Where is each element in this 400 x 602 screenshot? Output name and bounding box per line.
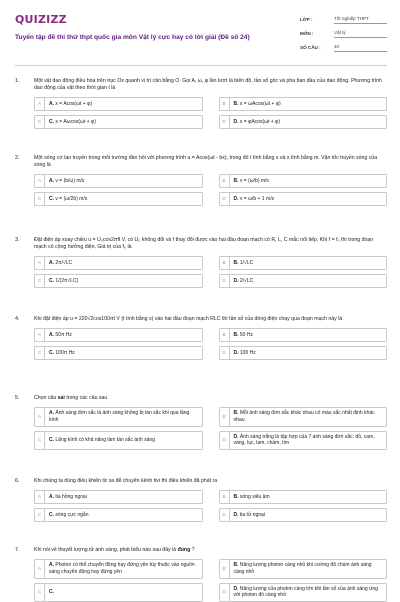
option-key: C. — [49, 195, 54, 202]
meta-panel — [300, 13, 387, 55]
option-letter: D — [220, 116, 230, 128]
question — [15, 155, 387, 206]
option-c[interactable] — [34, 508, 203, 522]
meta-label: LỚP : — [300, 16, 313, 22]
question-number: 6. — [15, 478, 20, 484]
options-grid — [34, 174, 387, 206]
option-d[interactable] — [219, 508, 388, 522]
question — [15, 78, 387, 129]
question-number: 1. — [15, 78, 20, 84]
option-letter: D — [220, 193, 230, 205]
option-b[interactable] — [219, 174, 388, 188]
option-key: C. — [49, 118, 54, 125]
option-a[interactable] — [34, 490, 203, 504]
option-text: Năng lượng của photon càng lớn khi tần số của ánh sáng ứng với photon đó càng nhỏ — [233, 585, 378, 599]
option-c[interactable] — [34, 346, 203, 360]
option-letter: A — [35, 491, 45, 503]
option-key: A. — [49, 177, 54, 184]
question-text: Khi chúng ta dùng điều khiển từ xa để chuyển kênh tivi thì điều khiển đã phát ra — [34, 478, 218, 484]
meta-label: MÔN : — [300, 30, 314, 36]
option-letter: B — [220, 175, 230, 187]
options-grid — [34, 407, 387, 450]
option-text: x = φAcos(ωt + φ) — [239, 118, 281, 125]
option-letter: C — [35, 116, 45, 128]
question-text: Khi nói về thuyết lượng tử ánh sáng, phát biểu nào sau đây là đúng ? — [34, 547, 195, 553]
option-text: Photon có thể chuyển động hay đứng yên tùy thuộc vào nguồn sáng chuyển động hay đứng yên — [49, 562, 195, 575]
option-letter: C — [35, 275, 45, 287]
option-text: sóng siêu âm — [239, 493, 270, 500]
option-d[interactable] — [219, 274, 388, 288]
option-text: v = (ω/2b) m/s — [55, 195, 88, 202]
options-grid — [34, 490, 387, 522]
option-key: A. — [49, 410, 54, 417]
option-key: D. — [233, 511, 239, 518]
emphasis: đúng — [177, 547, 191, 553]
option-letter: A — [35, 408, 45, 426]
option-text: 100π Hz — [55, 349, 75, 356]
question-text: Một vật dao động điều hòa trên trục Ox quanh vị trí cân bằng O. Gọi A, ω, φ lần lượt là biên độ, tần số góc và pha ban đầu của dao động. Phương trình dao động của vật theo thời gian t là — [34, 78, 382, 92]
option-text: 50 Hz — [239, 331, 253, 338]
options-grid — [34, 256, 387, 288]
header-divider — [15, 65, 387, 66]
option-letter: D — [220, 509, 230, 521]
option-d[interactable] — [219, 346, 388, 360]
option-b[interactable] — [219, 256, 388, 270]
meta-value: Vật lý — [334, 30, 387, 38]
option-text: 50π Hz — [55, 331, 72, 338]
question — [15, 316, 387, 360]
question — [15, 395, 387, 450]
option-key: C. — [49, 277, 54, 284]
option-letter: D — [220, 347, 230, 359]
option-key: A. — [49, 100, 54, 107]
option-text: 1/√LC — [239, 259, 254, 266]
quizizz-logo: QUIZIZZ — [15, 13, 67, 26]
question-number: 2. — [15, 155, 20, 161]
meta-value: Tốt nghiệp THPT — [334, 16, 387, 24]
question-number: 3. — [15, 237, 20, 243]
question-text: Khi đặt điện áp u = 220√2cos100πt V (t tính bằng s) vào hai đầu đoạn mạch RLC thì tần số của dòng điện chạy qua đoạn mạch này là — [34, 316, 343, 322]
option-b[interactable] — [219, 490, 388, 504]
meta-row-class — [300, 13, 387, 27]
option-key: D. — [233, 195, 239, 202]
question — [15, 237, 387, 288]
page-title: Tuyển tập đề thi thử thpt quốc gia môn Vật lý cực hay có lời giải (Đề số 24) — [15, 34, 250, 41]
option-text: 1/(2π√LC) — [55, 277, 79, 284]
option-a[interactable] — [34, 407, 203, 427]
option-letter: B — [220, 329, 230, 341]
option-key: D. — [233, 585, 239, 592]
option-letter: A — [35, 329, 45, 341]
question-text: Đặt điện áp xoay chiều u = U₀cos2πft V, có U₀ không đổi và f thay đổi được vào hai đầu đoạn mạch có R, L, C mắc nối tiếp. Khi f = f₀ thì trong đoạn mạch có cộng hưởng điện. Giá trị của f₀ là — [34, 237, 374, 251]
option-key: B. — [233, 100, 239, 107]
option-text: v = (b/ω) m/s — [55, 177, 85, 184]
option-a[interactable] — [34, 97, 203, 111]
option-key: D. — [233, 118, 239, 125]
option-key: B. — [233, 493, 239, 500]
question-text: Chọn câu sai trong các câu sau — [34, 395, 108, 401]
option-text: v = (ω/b) m/s — [239, 177, 269, 184]
option-a[interactable] — [34, 559, 203, 579]
option-key: C. — [49, 436, 54, 443]
option-d[interactable] — [219, 583, 388, 602]
option-text: x = ωAcos(ωt + φ) — [239, 100, 281, 107]
option-text: v = ω/b + 1 m/s — [239, 195, 275, 202]
option-key: B. — [233, 259, 239, 266]
option-key: B. — [233, 331, 239, 338]
question-number: 5. — [15, 395, 20, 401]
emphasis: sai — [57, 395, 65, 401]
option-a[interactable] — [34, 256, 203, 270]
option-c[interactable] — [34, 115, 203, 129]
option-letter: A — [35, 98, 45, 110]
option-key: C. — [49, 588, 54, 595]
option-text: Mỗi ánh sáng đơn sắc khác nhau có màu sắc nhất định khác nhau — [233, 410, 375, 423]
option-key: C. — [49, 511, 54, 518]
options-grid — [34, 328, 387, 360]
option-letter: B — [220, 408, 230, 426]
option-a[interactable] — [34, 174, 203, 188]
option-key: C. — [49, 349, 54, 356]
option-c[interactable] — [34, 274, 203, 288]
question-number: 7. — [15, 547, 20, 553]
option-key: D. — [233, 349, 239, 356]
option-c[interactable] — [34, 583, 203, 602]
option-text: 2π/√LC — [55, 259, 73, 266]
option-text: tia tử ngoại — [239, 511, 265, 518]
option-letter: B — [220, 98, 230, 110]
option-key: A. — [49, 493, 54, 500]
option-letter: D — [220, 275, 230, 287]
meta-value: 40 — [334, 44, 387, 52]
option-letter: B — [220, 257, 230, 269]
option-b[interactable] — [219, 407, 388, 427]
option-letter: A — [35, 175, 45, 187]
option-key: A. — [49, 259, 54, 266]
option-letter: D — [220, 584, 230, 602]
option-key: B. — [233, 410, 239, 417]
option-text: Lăng kính có khả năng làm tán sắc ánh sáng — [55, 436, 155, 443]
option-c[interactable] — [34, 431, 203, 451]
option-letter: C — [35, 193, 45, 205]
option-text: x = Acos(ωt + φ) — [55, 100, 92, 107]
question-number: 4. — [15, 316, 20, 322]
option-b[interactable] — [219, 559, 388, 579]
option-letter: B — [220, 560, 230, 578]
options-grid — [34, 97, 387, 129]
option-text: sóng cực ngắn — [55, 511, 89, 518]
option-d[interactable] — [219, 192, 388, 206]
meta-row-subject — [300, 27, 387, 41]
option-text: tia hồng ngoại — [55, 493, 87, 500]
option-text: Ánh sáng trắng là tập hợp của 7 ánh sáng đơn sắc: đỏ, cam, vàng, lục, lam, chàm, tím — [233, 433, 375, 447]
option-letter: D — [220, 432, 230, 450]
question — [15, 547, 387, 602]
question — [15, 478, 387, 522]
option-b[interactable] — [219, 328, 388, 342]
option-text: x = Aωcos(ωt + φ) — [55, 118, 96, 125]
option-letter: C — [35, 347, 45, 359]
option-letter: B — [220, 491, 230, 503]
option-text: Năng lượng photon càng nhỏ khi cường độ chùm ánh sáng càng nhỏ — [233, 562, 372, 575]
option-a[interactable] — [34, 328, 203, 342]
question-text: Một sóng cơ lan truyền trong môi trường đàn hồi với phương trình u = Acos(ωt - bx), trong đó t tính bằng s và x tính bằng m. Vận tốc truyền sóng của sóng là — [34, 155, 378, 169]
option-letter: C — [35, 584, 45, 602]
option-text: 2/√LC — [239, 277, 254, 284]
option-c[interactable] — [34, 192, 203, 206]
option-key: D. — [233, 277, 239, 284]
option-d[interactable] — [219, 431, 388, 451]
option-key: B. — [233, 562, 239, 569]
option-letter: C — [35, 432, 45, 450]
options-grid — [34, 559, 387, 602]
meta-row-count — [300, 41, 387, 55]
meta-label: SỐ CÂU : — [300, 44, 321, 50]
option-text: 100 Hz — [239, 349, 256, 356]
option-d[interactable] — [219, 115, 388, 129]
option-key: D. — [233, 433, 239, 440]
option-letter: A — [35, 560, 45, 578]
option-b[interactable] — [219, 97, 388, 111]
option-key: B. — [233, 177, 239, 184]
option-text: Ánh sáng đơn sắc là ánh sáng không bị tán sắc khi qua lăng kính — [49, 410, 190, 423]
option-key: A. — [49, 331, 54, 338]
option-letter: C — [35, 509, 45, 521]
option-letter: A — [35, 257, 45, 269]
option-key: A. — [49, 562, 54, 569]
